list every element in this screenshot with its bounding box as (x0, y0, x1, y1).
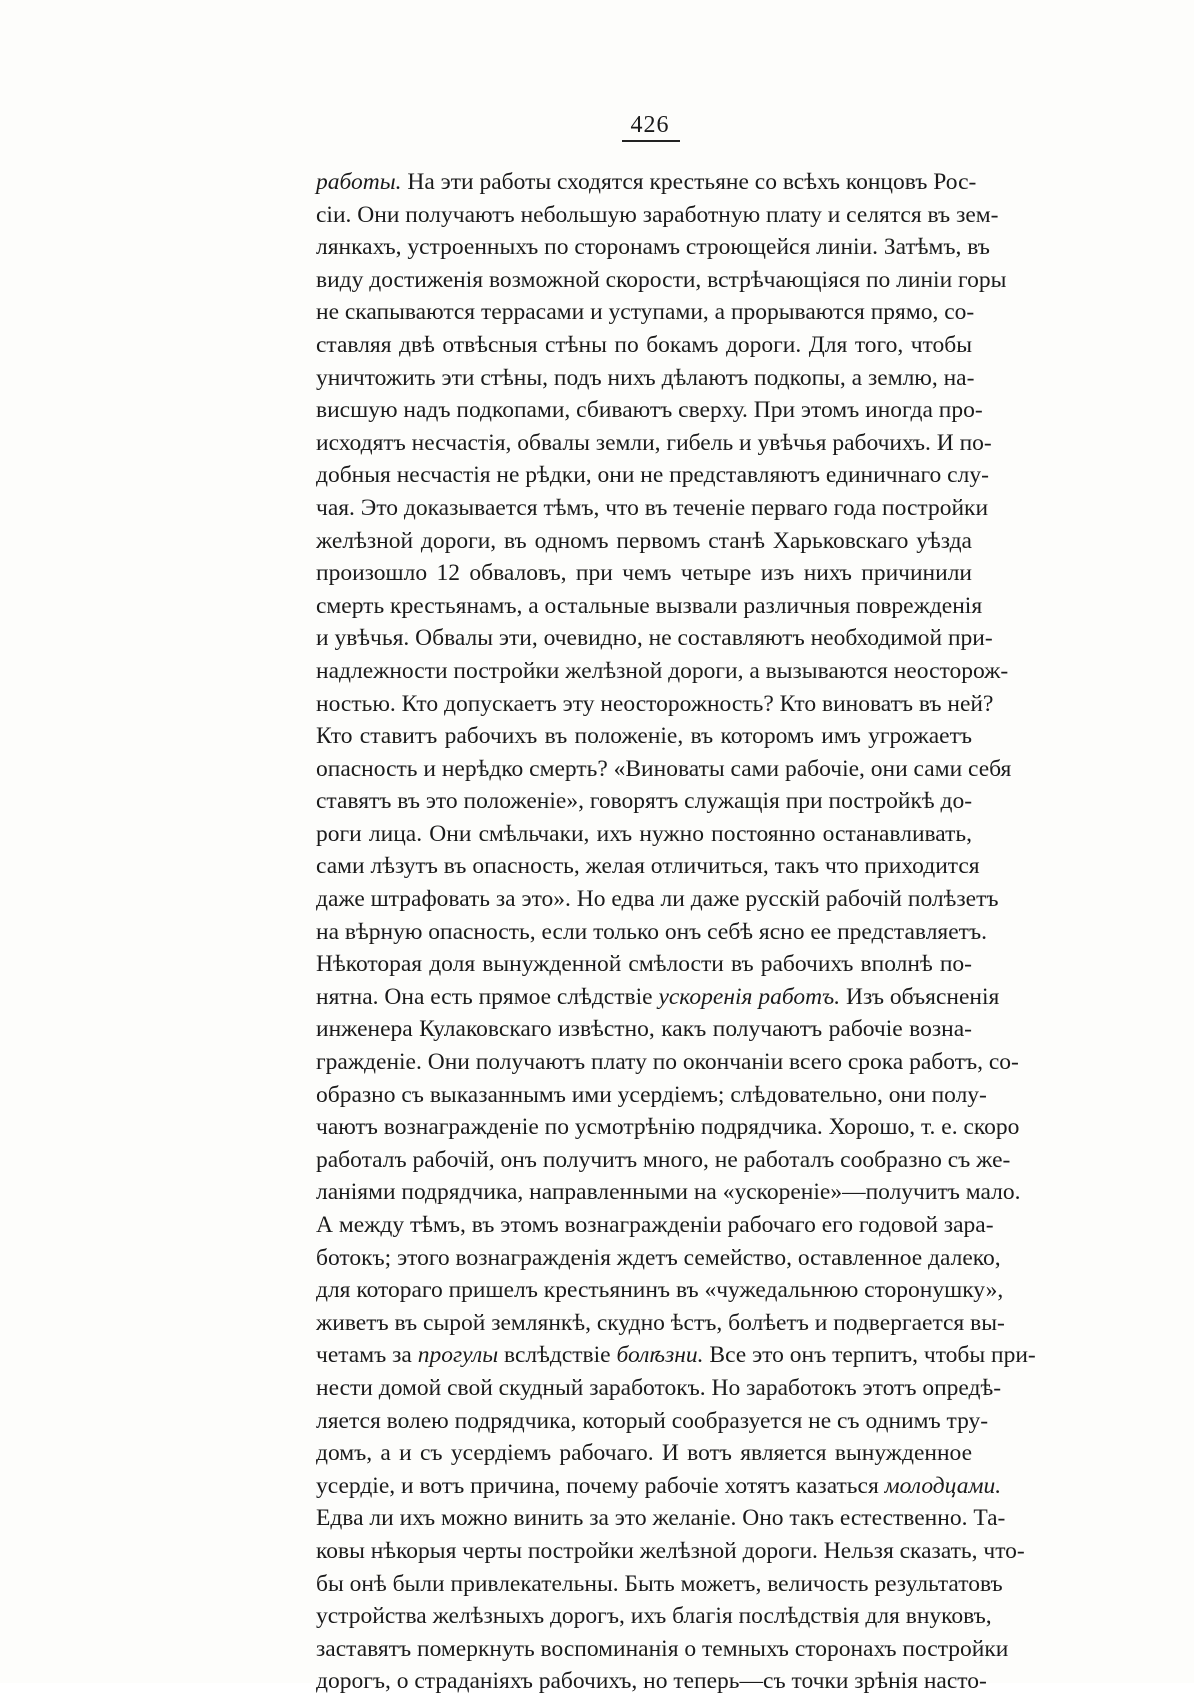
text-segment: и увѣчья. Обвалы эти, очевидно, не составляютъ необходимой при- (316, 625, 993, 652)
text-segment: образно съ выказаннымъ ими усердіемъ; слѣдовательно, они полу- (316, 1081, 987, 1108)
text-segment: сами лѣзутъ въ опасность, желая отличиться, такъ что приходится (316, 853, 980, 880)
text-line (316, 525, 972, 558)
text-line (316, 818, 972, 851)
text-line (316, 720, 972, 753)
text-line (316, 296, 975, 329)
text-line (316, 753, 1012, 786)
text-segment: Нѣкоторая доля вынужденной смѣлости въ рабочихъ вполнѣ по- (316, 951, 972, 978)
italic-text: работы. (316, 169, 402, 195)
text-line (316, 981, 1000, 1014)
text-line (316, 655, 1009, 688)
text-segment: для котораго пришелъ крестьянинъ въ «чужедальнюю сторонушку», (316, 1277, 1004, 1304)
text-segment: ставляя двѣ отвѣсныя стѣны по бокамъ дороги. Для того, чтобы (316, 331, 972, 358)
text-line (316, 1144, 1011, 1177)
text-line (316, 1242, 1001, 1275)
text-line (316, 1633, 1009, 1666)
italic-text: ускоренія работъ. (658, 983, 841, 1010)
text-segment: на вѣрную опасность, если только онъ себѣ ясно ее представляетъ. (316, 918, 987, 945)
italic-text: болѣзни. (616, 1342, 704, 1369)
text-line (316, 1437, 972, 1470)
italic-text: прогулы (417, 1342, 499, 1369)
text-segment: А между тѣмъ, въ этомъ вознагражденіи рабочаго его годовой зара- (316, 1212, 994, 1238)
text-line (316, 1339, 1036, 1372)
text-segment: не скапываются террасами и уступами, а прорываются прямо, со- (316, 299, 975, 326)
text-segment: Изъ объясненія (840, 983, 1000, 1010)
text-line (316, 1046, 1019, 1079)
text-line (316, 394, 983, 427)
text-line (316, 264, 1007, 297)
text-segment: четамъ за (316, 1342, 418, 1369)
italic-text: молодцами. (884, 1472, 1002, 1499)
text-line (316, 1502, 1006, 1535)
text-line (316, 785, 972, 818)
text-line (316, 1568, 1003, 1601)
text-segment: чая. Это доказывается тѣмъ, что въ теченіе перваго года постройки (316, 494, 989, 521)
text-segment: На эти работы сходятся крестьяне со всѣхъ концовъ Рос- (401, 169, 977, 195)
body-text (316, 166, 1036, 1698)
text-segment: Кто ставитъ рабочихъ въ положеніе, въ которомъ имъ угрожаетъ (316, 723, 972, 750)
text-segment: виду достиженія возможной скорости, встрѣчающіяся по линіи горы (316, 266, 1007, 293)
text-segment: смерть крестьянамъ, а остальные вызвали различныя поврежденія (316, 592, 983, 619)
text-line (316, 1013, 972, 1046)
text-segment: Все это онъ терпитъ, чтобы при- (703, 1342, 1036, 1369)
text-line (316, 492, 989, 525)
text-line (316, 948, 972, 981)
text-line (316, 1307, 1005, 1340)
page-number: 426 (630, 112, 670, 138)
text-line (316, 590, 983, 623)
text-segment: живетъ въ сырой землянкѣ, скудно ѣстъ, болѣетъ и подвергается вы- (316, 1309, 1005, 1336)
text-line (316, 1405, 989, 1438)
page-number-rule (622, 140, 680, 142)
text-segment: даже штрафовать за это». Но едва ли даже русскій рабочій полѣзетъ (316, 886, 999, 913)
text-segment: Едва ли ихъ можно винить за это желаніе. Оно такъ естественно. Та- (316, 1505, 1006, 1532)
text-line (316, 1665, 987, 1698)
text-line (316, 1209, 994, 1242)
text-segment: нятна. Она есть прямое слѣдствіе (316, 983, 659, 1010)
text-segment: ностью. Кто допускаетъ эту неосторожность? Кто виноватъ въ ней? (316, 690, 994, 717)
text-line (316, 1535, 1025, 1568)
text-line (316, 1470, 1002, 1503)
text-segment: ляется волею подрядчика, который сообразуется не съ однимъ тру- (316, 1407, 989, 1434)
text-line (316, 1274, 1004, 1307)
text-segment: заставятъ померкнуть воспоминанія о темныхъ сторонахъ постройки (316, 1635, 1009, 1662)
text-segment: работалъ рабочій, онъ получитъ много, не работалъ сообразно съ же- (316, 1146, 1011, 1173)
text-line (316, 1600, 992, 1633)
text-segment: дорогъ, о страданіяхъ рабочихъ, но теперь—съ точки зрѣнія насто- (316, 1668, 987, 1695)
text-line (316, 850, 980, 883)
text-segment: чаютъ вознагражденіе по усмотрѣнію подрядчика. Хорошо, т. е. скоро (316, 1114, 1020, 1141)
text-segment: усердіе, и вотъ причина, почему рабочіе хотятъ казаться (316, 1472, 885, 1499)
text-line (316, 231, 990, 264)
text-line (316, 362, 975, 395)
text-segment: гражденіе. Они получаютъ плату по окончаніи всего срока работъ, со- (316, 1049, 1019, 1076)
text-segment: ланіями подрядчика, направленными на «ускореніе»—получитъ мало. (316, 1179, 1021, 1206)
text-line (316, 916, 987, 949)
text-line (316, 1079, 987, 1112)
text-line (316, 1372, 1002, 1405)
text-segment: висшую надъ подкопами, сбиваютъ сверху. При этомъ иногда про- (316, 397, 983, 424)
text-line (316, 427, 992, 460)
text-segment: роги лица. Они смѣльчаки, ихъ нужно постоянно останавливать, (316, 820, 972, 847)
text-segment: надлежности постройки желѣзной дороги, а вызываются неосторож- (316, 657, 1009, 684)
text-segment: домъ, а и съ усердіемъ рабочаго. И вотъ является вынужденное (316, 1440, 972, 1467)
text-line (316, 329, 972, 362)
text-segment: уничтожить эти стѣны, подъ нихъ дѣлаютъ подкопы, а землю, на- (316, 364, 975, 391)
text-line (316, 459, 989, 492)
text-segment: желѣзной дороги, въ одномъ первомъ станѣ Харьковскаго уѣзда (316, 527, 972, 554)
text-line (316, 166, 977, 199)
text-segment: нести домой свой скудный заработокъ. Но заработокъ этотъ опредѣ- (316, 1374, 1002, 1401)
text-line (316, 883, 999, 916)
text-line (316, 199, 999, 232)
text-line (316, 1111, 1020, 1144)
text-line (316, 622, 993, 655)
text-segment: бы онѣ были привлекательны. Быть можетъ, величость результатовъ (316, 1570, 1003, 1597)
text-segment: опасность и нерѣдко смерть? «Виноваты сами рабочіе, они сами себя (316, 755, 1012, 782)
text-line (316, 688, 994, 721)
text-segment: ставятъ въ это положеніе», говорятъ служащія при постройкѣ до- (316, 788, 973, 815)
text-segment: произошло 12 обваловъ, при чемъ четыре изъ нихъ причинили (316, 560, 972, 587)
text-segment: устройства желѣзныхъ дорогъ, ихъ благія послѣдствія для внуковъ, (316, 1603, 992, 1630)
text-line (316, 557, 972, 590)
text-segment: инженера Кулаковскаго извѣстно, какъ получаютъ рабочіе возна- (316, 1016, 972, 1043)
text-segment: добныя несчастія не рѣдки, они не представляютъ единичнаго слу- (316, 462, 989, 489)
text-segment: лянкахъ, устроенныхъ по сторонамъ строющейся линіи. Затѣмъ, въ (316, 234, 990, 261)
text-line (316, 1176, 1021, 1209)
text-segment: сіи. Они получаютъ небольшую заработную плату и селятся въ зем- (316, 201, 999, 228)
text-segment: ботокъ; этого вознагражденія ждетъ семейство, оставленное далеко, (316, 1244, 1001, 1271)
text-segment: ковы нѣкорыя черты постройки желѣзной дороги. Нельзя сказать, что- (316, 1537, 1025, 1564)
text-segment: вслѣдствіе (498, 1342, 617, 1369)
text-segment: исходятъ несчастія, обвалы земли, гибель и увѣчья рабочихъ. И по- (316, 429, 992, 456)
